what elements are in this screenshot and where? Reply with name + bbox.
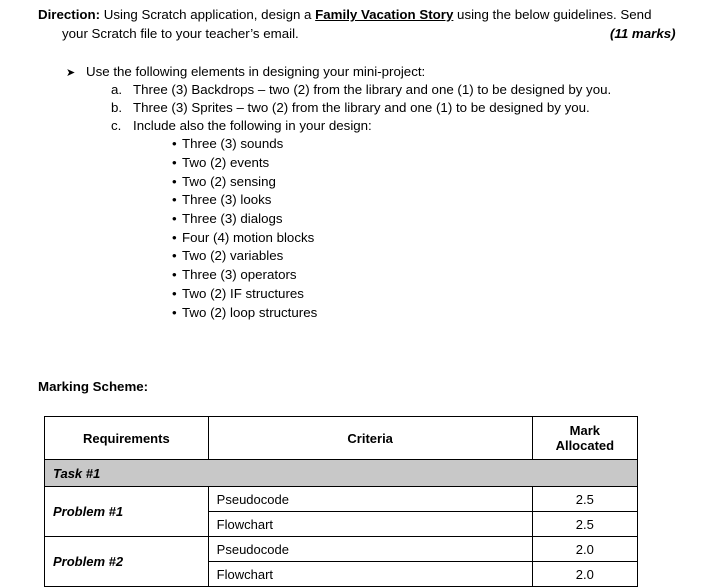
criteria-cell: Pseudocode bbox=[208, 537, 532, 562]
list-letter: c. bbox=[111, 118, 122, 133]
problem-2-label: Problem #2 bbox=[45, 537, 209, 587]
bullet-text: Two (2) variables bbox=[182, 248, 284, 263]
bullet-text: Three (3) looks bbox=[182, 192, 272, 207]
header-requirements: Requirements bbox=[45, 417, 209, 460]
marking-scheme-heading: Marking Scheme: bbox=[38, 379, 149, 394]
arrow-bullet-icon: ➤ bbox=[66, 67, 76, 79]
mark-cell: 2.0 bbox=[532, 562, 637, 587]
bullet-text: Four (4) motion blocks bbox=[182, 230, 315, 245]
bullet-item bbox=[172, 230, 314, 245]
bullet-item bbox=[172, 155, 269, 170]
bullet-text: Two (2) events bbox=[182, 155, 270, 170]
bullet-item bbox=[172, 248, 283, 263]
bullet-item bbox=[172, 174, 276, 189]
direction-line-2: your Scratch file to your teacher’s email. bbox=[62, 26, 299, 41]
criteria-cell: Flowchart bbox=[208, 512, 532, 537]
header-mark-line1: Mark bbox=[569, 423, 600, 438]
task-label: Task #1 bbox=[45, 460, 638, 487]
criteria-cell: Pseudocode bbox=[208, 487, 532, 512]
elements-intro-text: Use the following elements in designing your mini-project: bbox=[86, 64, 426, 79]
bullet-item bbox=[172, 136, 283, 151]
direction-text-b: using the below guidelines. Send bbox=[453, 7, 652, 22]
task-row bbox=[45, 460, 638, 487]
bullet-text: Two (2) loop structures bbox=[182, 305, 318, 320]
bullet-dot-icon: • bbox=[172, 267, 177, 282]
mark-cell: 2.0 bbox=[532, 537, 637, 562]
bullet-item bbox=[172, 211, 283, 226]
bullet-dot-icon: • bbox=[172, 305, 177, 320]
header-mark-line2: Allocated bbox=[555, 438, 615, 453]
elements-intro bbox=[66, 64, 425, 79]
mark-cell: 2.5 bbox=[532, 487, 637, 512]
header-criteria: Criteria bbox=[208, 417, 532, 460]
header-mark-allocated bbox=[532, 417, 637, 460]
list-item-a bbox=[111, 82, 611, 97]
bullet-text: Two (2) IF structures bbox=[182, 286, 304, 301]
problem-1-label: Problem #1 bbox=[45, 487, 209, 537]
table-row bbox=[45, 537, 638, 562]
direction-line-1 bbox=[38, 7, 651, 22]
list-letter: b. bbox=[111, 100, 123, 115]
mark-cell: 2.5 bbox=[532, 512, 637, 537]
bullet-dot-icon: • bbox=[172, 136, 177, 151]
family-vacation-story-title: Family Vacation Story bbox=[315, 7, 454, 22]
bullet-dot-icon: • bbox=[172, 155, 177, 170]
table-header-row bbox=[45, 417, 638, 460]
list-text: Include also the following in your design: bbox=[133, 118, 372, 133]
marking-scheme-table bbox=[44, 416, 638, 587]
bullet-dot-icon: • bbox=[172, 211, 177, 226]
marks-total: (11 marks) bbox=[610, 26, 676, 41]
bullet-dot-icon: • bbox=[172, 174, 177, 189]
bullet-dot-icon: • bbox=[172, 248, 177, 263]
criteria-cell: Flowchart bbox=[208, 562, 532, 587]
bullet-text: Three (3) sounds bbox=[182, 136, 284, 151]
bullet-text: Two (2) sensing bbox=[182, 174, 276, 189]
bullet-item bbox=[172, 267, 297, 282]
list-letter: a. bbox=[111, 82, 123, 97]
bullet-item bbox=[172, 286, 304, 301]
list-item-c bbox=[111, 118, 372, 133]
bullet-dot-icon: • bbox=[172, 192, 177, 207]
list-text: Three (3) Backdrops – two (2) from the library and one (1) to be designed by you. bbox=[133, 82, 612, 97]
table-row bbox=[45, 487, 638, 512]
direction-text-a: Using Scratch application, design a bbox=[100, 7, 316, 22]
bullet-dot-icon: • bbox=[172, 286, 177, 301]
bullet-item bbox=[172, 305, 317, 320]
bullet-item bbox=[172, 192, 271, 207]
bullet-text: Three (3) dialogs bbox=[182, 211, 283, 226]
list-item-b bbox=[111, 100, 590, 115]
bullet-text: Three (3) operators bbox=[182, 267, 297, 282]
list-text: Three (3) Sprites – two (2) from the library and one (1) to be designed by you. bbox=[133, 100, 590, 115]
bullet-dot-icon: • bbox=[172, 230, 177, 245]
direction-label: Direction: bbox=[38, 7, 101, 22]
